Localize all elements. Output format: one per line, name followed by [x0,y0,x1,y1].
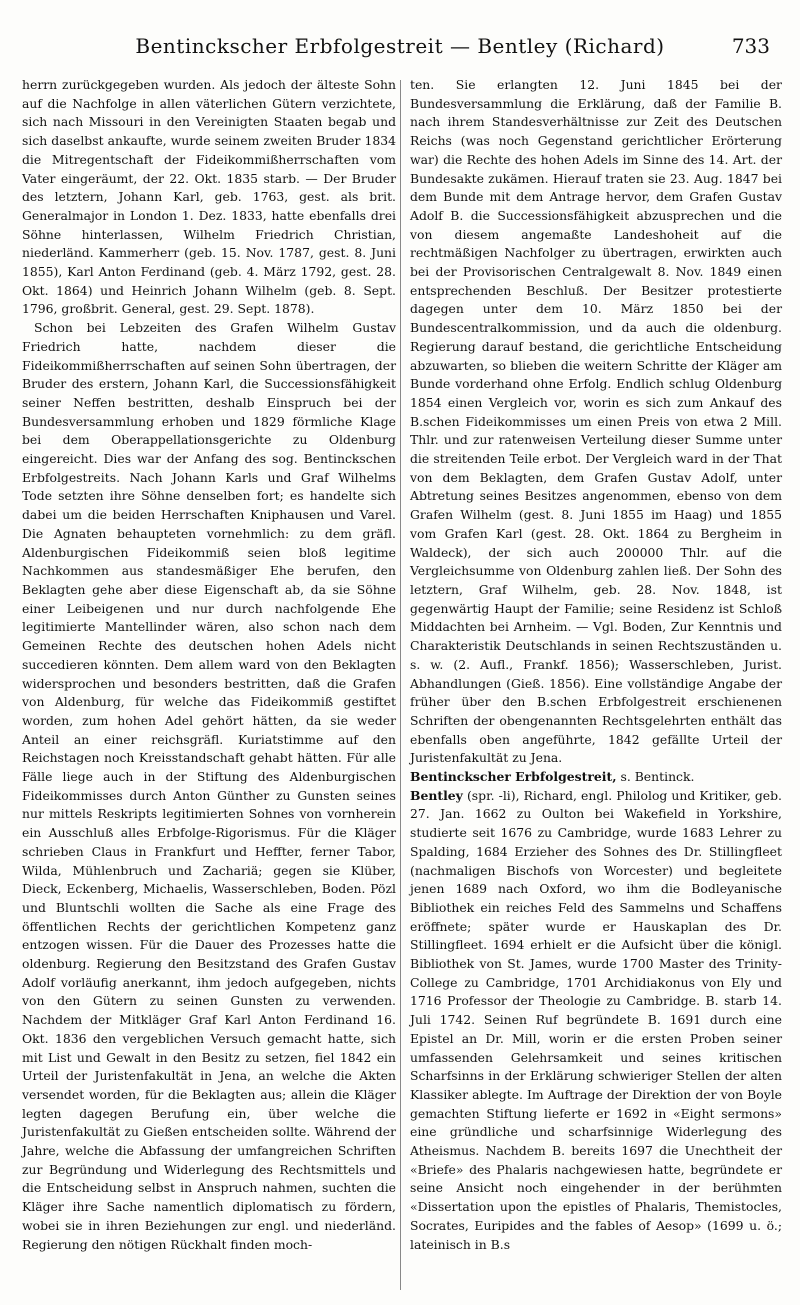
page-header [0,34,800,66]
paragraph: herrn zurückgegeben wurden. Als jedoch der älteste Sohn auf die Nachfolge in allen väterlichen Gütern verzichtete, sich nach Missouri in den Vereinigten Staaten begab und sich daselbst ankaufte, wurde seinem zweiten Bruder 1834 die Mitregentschaft der Fideikommißherrschaften vom Vater eingeräumt, der 22. Okt. 1835 starb. — Der Bruder des letztern, Johann Karl, geb. 1763, gest. als brit. Generalmajor in London 1. Dez. 1833, hatte ebenfalls drei Söhne hinterlassen, Wilhelm Friedrich Christian, niederländ. Kammerherr (geb. 15. Nov. 1787, gest. 8. Juni 1855), Karl Anton Ferdinand (geb. 4. März 1792, gest. 28. Okt. 1864) und Heinrich Johann Wilhelm (geb. 8. Sept. 1796, großbrit. General, gest. 29. Sept. 1878). [22,77,396,317]
left-column [22,76,396,1254]
running-title: Bentinckscher Erbfolgestreit — Bentley (Richard) [135,34,665,58]
page-number: 733 [731,34,770,58]
entry-headword: Bentley [410,787,463,803]
entry-text: s. Bentinck. [616,769,695,785]
dictionary-entry [410,768,782,787]
column-divider [400,80,401,1290]
entry-text: (spr. -li), Richard, engl. Philolog und Kritiker, geb. 27. Jan. 1662 zu Oulton bei Wakefield in Yorkshire, studierte seit 1676 zu Cambridge, wurde 1683 Lehrer zu Spalding, 1684 Erzieher des Sohnes des Dr. Stillingfleet (nachmaligen Bischofs von Worcester) und begleitete jenen 1689 nach Oxford, wo ihm die Bodleyanische Bibliothek ein reiches Feld des Sammelns und Schaffens eröffnete; später wurde er Hauskaplan des Dr. Stillingfleet. 1694 erhielt er die Aufsicht über die königl. Bibliothek von St. James, wurde 1700 Master des Trinity-College zu Cambridge, 1701 Archidiakonus von Ely und 1716 Professor der Theologie zu Cambridge. B. starb 14. Juli 1742. Seinen Ruf begründete B. 1691 durch eine Epistel an Dr. Mill, worin er die ersten Proben seiner umfassenden Gelehrsamkeit und seines kritischen Scharfsinns in der Erklärung schwieriger Stellen der alten Klassiker ablegte. Im Auftrage der Direktion der von Boyle gemachten Stiftung lieferte er 1692 in «Eight sermons» eine gründliche und scharfsinnige Widerlegung des Atheismus. Nachdem B. bereits 1697 die Unechtheit der «Briefe» des Phalaris nachgewiesen hatte, begründete er seine Ansicht noch eingehender in der berühmten «Dissertation upon the epistles of Phalaris, Themistocles, Socrates, Euripides and the fables of Aesop» (1699 u. ö.; lateinisch in B.s [410,787,782,1252]
paragraph: Schon bei Lebzeiten des Grafen Wilhelm Gustav Friedrich hatte, nachdem dieser die Fideikommißherrschaften auf seinen Sohn übertragen, der Bruder des erstern, Johann Karl, die Successionsfähigkeit seiner Neffen bestritten, deshalb Einspruch bei der Bundesversammlung erhoben und 1829 förmliche Klage bei dem Oberappellationsgerichte zu Oldenburg eingereicht. Dies war der Anfang des sog. Bentinckschen Erbfolgestreits. Nach Johann Karls und Graf Wilhelms Tode setzten ihre Söhne denselben fort; es handelte sich dabei um die beiden Herrschaften Kniphausen und Varel. Die Agnaten behaupteten vornehmlich: zu dem gräfl. Aldenburgischen Fideikommiß seien bloß legitime Nachkommen aus standesmäßiger Ehe berufen, den Beklagten gehe aber diese Eigenschaft ab, da sie Söhne einer Leibeigenen und nur durch nachfolgende Ehe legitimierte Mantellinder wären, also schon nach dem Gemeinen Rechte des deutschen hohen Adels nicht succedieren könnten. Dem allem ward von den Beklagten widersprochen und besonders bestritten, daß die Grafen von Aldenburg, für welche das Fideikommiß gestiftet worden, zum hohen Adel gehört hätten, da sie weder Anteil an einer reichsgräfl. Kuriatstimme auf den Reichstagen noch Kreisstandschaft gehabt hätten. Für alle Fälle liege auch in der Stiftung des Aldenburgischen Fideikommisses durch Anton Günther zu Gunsten seines nur mittels Reskripts legitimierten Sohnes von vornherein ein Ausschluß alles Erbfolge-Rigorismus. Für die Kläger schrieben Claus in Frankfurt und Heffter, ferner Tabor, Wilda, Mühlenbruch und Zachariä; gegen sie Klüber, Dieck, Eckenberg, Michaelis, Wasserschleben, Boden. Pözl und Bluntschli wollten die Sache als eine Frage des öffentlichen Rechts der gerichtlichen Kompetenz ganz entzogen wissen. Für die Dauer des Prozesses hatte die oldenburg. Regierung den Besitzstand des Grafen Gustav Adolf vorläufig anerkannt, ihm jedoch aufgegeben, nichts von den Gütern zu seinen Gunsten zu verwenden. Nachdem der Mitkläger Graf Karl Anton Ferdinand 16. Okt. 1836 den vergeblichen Versuch gemacht hatte, sich mit List und Gewalt in den Besitz zu setzen, fiel 1842 ein Urteil der Juristenfakultät in Jena, an welche die Akten versendet worden, für die Beklagten aus; allein die Kläger legten dagegen Berufung ein, über welche die Juristenfakultät zu Gießen entscheiden sollte. Während der Jahre, welche die Abfassung der umfangreichen Schriften zur Begründung und Widerlegung des Rechtsmittels und die Entscheidung selbst in Anspruch nahmen, suchten die Kläger ihre Sache namentlich diplomatisch zu fördern, wobei sie in ihren Beziehungen zur engl. und niederländ. Regierung den nötigen Rückhalt finden moch- [22,320,396,1252]
paragraph: ten. Sie erlangten 12. Juni 1845 bei der Bundesversammlung die Erklärung, daß der Familie B. nach ihrem Standesverhältnisse zur Zeit des Deutschen Reichs (was noch Gegenstand gerichtlicher Erörterung war) die Rechte des hohen Adels im Sinne des 14. Art. der Bundesakte zukämen. Hierauf traten sie 23. Aug. 1847 bei dem Bunde mit dem Antrage hervor, dem Grafen Gustav Adolf B. die Successionsfähigkeit abzusprechen und die von diesem angemaßte Landeshoheit auf die rechtmäßigen Nachfolger zu übertragen, erwirkten auch bei der Provisorischen Centralgewalt 8. Nov. 1849 einen entsprechenden Beschluß. Der Besitzer protestierte dagegen unter dem 10. März 1850 bei der Bundescentralkommission, und da auch die oldenburg. Regierung darauf bestand, die gerichtliche Entscheidung abzuwarten, so blieben die weitern Schritte der Kläger am Bunde vorderhand ohne Erfolg. Endlich schlug Oldenburg 1854 einen Vergleich vor, worin es sich zum Ankauf des B.schen Fideikommisses um einen Preis von etwa 2 Mill. Thlr. und zur ratenweisen Verteilung dieser Summe unter die streitenden Teile erbot. Der Vergleich ward in der That von dem Beklagten, dem Grafen Gustav Adolf, unter Abtretung seines Besitzes angenommen, ebenso von dem Grafen Wilhelm (gest. 8. Juni 1855 im Haag) und 1855 vom Grafen Karl (gest. 28. Okt. 1864 zu Bergheim in Waldeck), der sich auch 200000 Thlr. auf die Vergleichsumme von Oldenburg zahlen ließ. Der Sohn des letztern, Graf Wilhelm, geb. 28. Nov. 1848, ist gegenwärtig Haupt der Familie; seine Residenz ist Schloß Middachten bei Arnheim. — Vgl. Boden, Zur Kenntnis und Charakteristik Deutschlands in seinen Rechtszuständen u. s. w. (2. Aufl., Frankf. 1856); Wasserschleben, Jurist. Abhandlungen (Gieß. 1856). Eine vollständige Angabe der früher über den B.schen Erbfolgestreit erschienenen Schriften der obengenannten Rechtsgelehrten enthält das ebenfalls oben angeführte, 1842 gefällte Urteil der Juristenfakultät zu Jena. [410,77,782,766]
right-column [410,76,782,1254]
entry-headword: Bentinckscher Erbfolgestreit, [410,769,617,785]
dictionary-entry [410,787,782,1255]
